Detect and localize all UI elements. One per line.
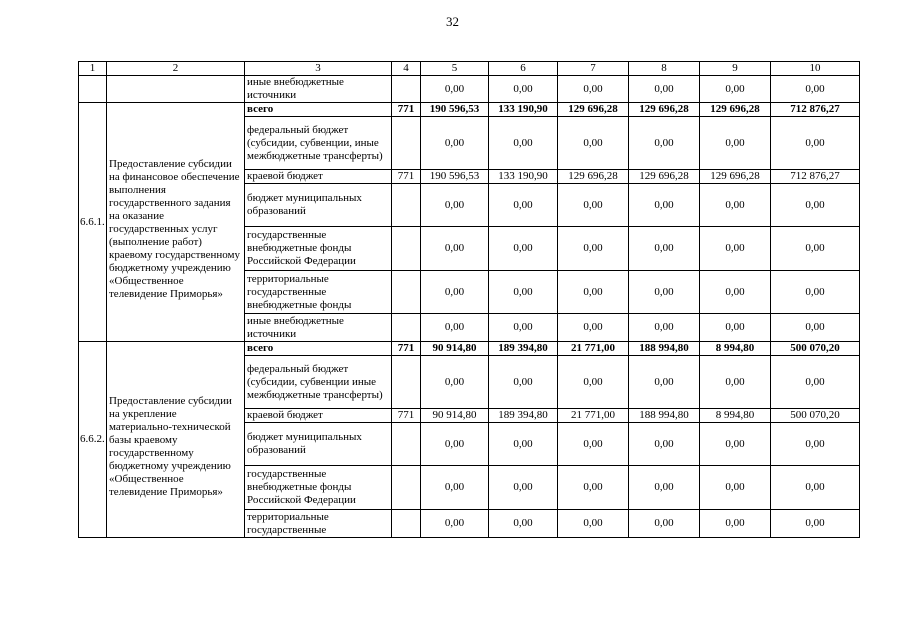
amount-cell: 0,00 bbox=[629, 466, 700, 510]
funding-source-label: федеральный бюджет (субсидии, субвенции иные межбюджетные трансферты) bbox=[245, 356, 392, 409]
budget-code bbox=[392, 356, 421, 409]
table-row bbox=[79, 76, 860, 103]
amount-cell: 8 994,80 bbox=[700, 409, 771, 423]
amount-cell: 129 696,28 bbox=[558, 170, 629, 184]
budget-code bbox=[392, 184, 421, 227]
amount-cell: 0,00 bbox=[700, 510, 771, 538]
budget-code: 771 bbox=[392, 342, 421, 356]
funding-source-label: краевой бюджет bbox=[245, 170, 392, 184]
budget-code bbox=[392, 271, 421, 314]
amount-cell: 0,00 bbox=[421, 227, 489, 271]
amount-cell: 0,00 bbox=[558, 423, 629, 466]
amount-cell: 0,00 bbox=[489, 271, 558, 314]
amount-cell: 0,00 bbox=[700, 356, 771, 409]
amount-cell: 0,00 bbox=[558, 314, 629, 342]
amount-cell: 0,00 bbox=[489, 76, 558, 103]
column-header: 1 bbox=[79, 62, 107, 76]
amount-cell: 0,00 bbox=[558, 76, 629, 103]
column-header: 8 bbox=[629, 62, 700, 76]
amount-cell: 712 876,27 bbox=[771, 170, 860, 184]
amount-cell: 129 696,28 bbox=[629, 103, 700, 117]
amount-cell: 0,00 bbox=[700, 184, 771, 227]
amount-cell: 133 190,90 bbox=[489, 103, 558, 117]
column-header: 3 bbox=[245, 62, 392, 76]
amount-cell: 0,00 bbox=[421, 117, 489, 170]
amount-cell: 0,00 bbox=[629, 76, 700, 103]
funding-source-label: иные внебюджетные источники bbox=[245, 314, 392, 342]
amount-cell: 0,00 bbox=[629, 510, 700, 538]
page-number: 32 bbox=[446, 14, 459, 29]
funding-source-label: краевой бюджет bbox=[245, 409, 392, 423]
amount-cell: 0,00 bbox=[700, 76, 771, 103]
amount-cell: 0,00 bbox=[771, 314, 860, 342]
item-name: Предоставление субсидии на финансовое обеспечение выполнения государственного задания на оказание государственных услуг (выполнение работ) краевому государственному бюджетному учреждению «Общественное телевидение Приморья» bbox=[107, 103, 245, 342]
funding-source-label: всего bbox=[245, 103, 392, 117]
amount-cell: 0,00 bbox=[489, 184, 558, 227]
amount-cell: 0,00 bbox=[700, 423, 771, 466]
total-row bbox=[79, 103, 860, 117]
column-header: 4 bbox=[392, 62, 421, 76]
amount-cell: 0,00 bbox=[558, 356, 629, 409]
amount-cell: 133 190,90 bbox=[489, 170, 558, 184]
funding-source-label: бюджет муниципальных образований bbox=[245, 184, 392, 227]
amount-cell: 0,00 bbox=[421, 423, 489, 466]
budget-code: 771 bbox=[392, 170, 421, 184]
amount-cell: 0,00 bbox=[489, 227, 558, 271]
amount-cell: 21 771,00 bbox=[558, 409, 629, 423]
item-number: 6.6.2. bbox=[79, 342, 107, 538]
amount-cell: 0,00 bbox=[558, 184, 629, 227]
amount-cell: 0,00 bbox=[629, 314, 700, 342]
amount-cell: 0,00 bbox=[771, 423, 860, 466]
amount-cell: 129 696,28 bbox=[629, 170, 700, 184]
total-row bbox=[79, 342, 860, 356]
funding-source-label: государственные внебюджетные фонды Российской Федерации bbox=[245, 227, 392, 271]
amount-cell: 189 394,80 bbox=[489, 409, 558, 423]
amount-cell: 21 771,00 bbox=[558, 342, 629, 356]
amount-cell: 0,00 bbox=[629, 356, 700, 409]
amount-cell: 0,00 bbox=[771, 356, 860, 409]
column-header: 10 bbox=[771, 62, 860, 76]
amount-cell: 0,00 bbox=[421, 510, 489, 538]
amount-cell: 0,00 bbox=[771, 184, 860, 227]
amount-cell: 0,00 bbox=[489, 423, 558, 466]
amount-cell: 90 914,80 bbox=[421, 409, 489, 423]
amount-cell: 0,00 bbox=[421, 184, 489, 227]
amount-cell: 0,00 bbox=[771, 117, 860, 170]
amount-cell: 500 070,20 bbox=[771, 409, 860, 423]
amount-cell: 0,00 bbox=[700, 227, 771, 271]
funding-source-label: иные внебюджетные источники bbox=[245, 76, 392, 103]
amount-cell: 500 070,20 bbox=[771, 342, 860, 356]
amount-cell: 712 876,27 bbox=[771, 103, 860, 117]
amount-cell: 0,00 bbox=[558, 117, 629, 170]
budget-code: 771 bbox=[392, 103, 421, 117]
amount-cell: 0,00 bbox=[629, 423, 700, 466]
funding-source-label: государственные внебюджетные фонды Российской Федерации bbox=[245, 466, 392, 510]
funding-source-label: всего bbox=[245, 342, 392, 356]
column-header-row bbox=[79, 62, 860, 76]
amount-cell: 0,00 bbox=[489, 510, 558, 538]
amount-cell: 0,00 bbox=[558, 510, 629, 538]
amount-cell: 0,00 bbox=[489, 117, 558, 170]
budget-code bbox=[392, 466, 421, 510]
funding-source-label: бюджет муниципальных образований bbox=[245, 423, 392, 466]
amount-cell: 0,00 bbox=[489, 314, 558, 342]
amount-cell: 0,00 bbox=[558, 466, 629, 510]
amount-cell: 0,00 bbox=[700, 271, 771, 314]
amount-cell: 0,00 bbox=[629, 271, 700, 314]
amount-cell: 190 596,53 bbox=[421, 103, 489, 117]
funding-source-label: федеральный бюджет (субсидии, субвенции, иные межбюджетные трансферты) bbox=[245, 117, 392, 170]
amount-cell: 0,00 bbox=[421, 76, 489, 103]
amount-cell: 189 394,80 bbox=[489, 342, 558, 356]
amount-cell: 0,00 bbox=[558, 271, 629, 314]
amount-cell: 0,00 bbox=[771, 271, 860, 314]
amount-cell: 0,00 bbox=[700, 314, 771, 342]
amount-cell: 0,00 bbox=[489, 466, 558, 510]
column-header: 7 bbox=[558, 62, 629, 76]
amount-cell: 0,00 bbox=[629, 184, 700, 227]
column-header: 6 bbox=[489, 62, 558, 76]
amount-cell: 0,00 bbox=[771, 227, 860, 271]
column-header: 9 bbox=[700, 62, 771, 76]
amount-cell: 8 994,80 bbox=[700, 342, 771, 356]
amount-cell: 0,00 bbox=[700, 117, 771, 170]
funding-source-label: территориальные государственные bbox=[245, 510, 392, 538]
amount-cell: 0,00 bbox=[629, 117, 700, 170]
empty-cell bbox=[79, 76, 107, 103]
amount-cell: 0,00 bbox=[771, 76, 860, 103]
budget-code bbox=[392, 314, 421, 342]
amount-cell: 0,00 bbox=[421, 314, 489, 342]
amount-cell: 188 994,80 bbox=[629, 342, 700, 356]
budget-table bbox=[78, 61, 860, 538]
amount-cell: 0,00 bbox=[421, 271, 489, 314]
amount-cell: 129 696,28 bbox=[558, 103, 629, 117]
amount-cell: 129 696,28 bbox=[700, 103, 771, 117]
budget-code bbox=[392, 510, 421, 538]
budget-code bbox=[392, 423, 421, 466]
item-name: Предоставление субсидии на укрепление материально-технической базы краевому государственному бюджетному учреждению «Общественное телевидение Приморья» bbox=[107, 342, 245, 538]
amount-cell: 0,00 bbox=[421, 466, 489, 510]
amount-cell: 0,00 bbox=[771, 510, 860, 538]
amount-cell: 0,00 bbox=[421, 356, 489, 409]
funding-source-label: территориальные государственные внебюджетные фонды bbox=[245, 271, 392, 314]
table-body bbox=[79, 62, 860, 538]
amount-cell: 0,00 bbox=[771, 466, 860, 510]
amount-cell: 0,00 bbox=[558, 227, 629, 271]
budget-code bbox=[392, 117, 421, 170]
column-header: 2 bbox=[107, 62, 245, 76]
column-header: 5 bbox=[421, 62, 489, 76]
amount-cell: 0,00 bbox=[629, 227, 700, 271]
amount-cell: 190 596,53 bbox=[421, 170, 489, 184]
budget-code: 771 bbox=[392, 409, 421, 423]
budget-code bbox=[392, 227, 421, 271]
empty-cell bbox=[107, 76, 245, 103]
amount-cell: 90 914,80 bbox=[421, 342, 489, 356]
amount-cell: 0,00 bbox=[489, 356, 558, 409]
amount-cell: 0,00 bbox=[700, 466, 771, 510]
amount-cell: 188 994,80 bbox=[629, 409, 700, 423]
item-number: 6.6.1. bbox=[79, 103, 107, 342]
empty-cell bbox=[392, 76, 421, 103]
amount-cell: 129 696,28 bbox=[700, 170, 771, 184]
